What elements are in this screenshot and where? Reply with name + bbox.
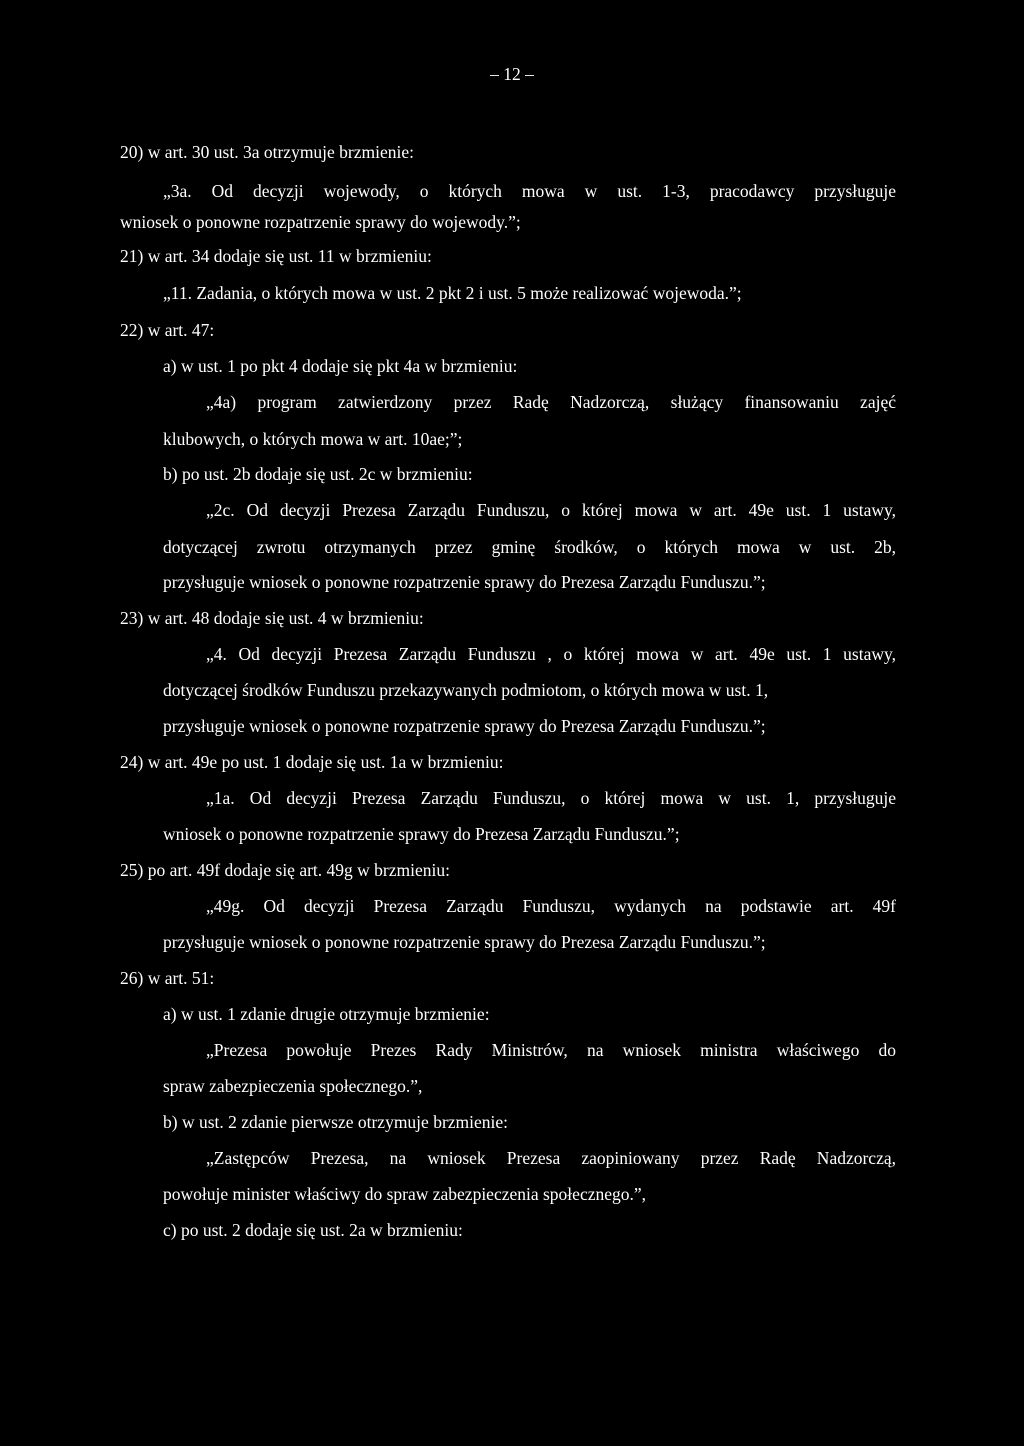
item-22-heading: 22) w art. 47: [120, 320, 215, 340]
item-24-heading: 24) w art. 49e po ust. 1 dodaje się ust. 1a w brzmieniu: [120, 752, 504, 772]
item-26a-text-line-1: „Prezesa powołuje Prezes Rady Ministrów, na wniosek ministra właściwego do [206, 1040, 896, 1060]
item-23-text-line-2: dotyczącej środków Funduszu przekazywanych podmiotom, o których mowa w ust. 1, [163, 680, 769, 700]
item-26c-heading: c) po ust. 2 dodaje się ust. 2a w brzmieniu: [163, 1220, 463, 1240]
page-number: – 12 – [490, 64, 534, 84]
item-26a-text-line-2: spraw zabezpieczenia społecznego.”, [163, 1076, 423, 1096]
item-25-text-line-2: przysługuje wniosek o ponowne rozpatrzenie sprawy do Prezesa Zarządu Funduszu.”; [163, 932, 766, 952]
item-21-heading: 21) w art. 34 dodaje się ust. 11 w brzmieniu: [120, 246, 432, 266]
item-26b-text-line-1: „Zastępców Prezesa, na wniosek Prezesa zaopiniowany przez Radę Nadzorczą, [206, 1148, 896, 1168]
item-26-heading: 26) w art. 51: [120, 968, 215, 988]
item-26b-heading: b) w ust. 2 zdanie pierwsze otrzymuje brzmienie: [163, 1112, 509, 1132]
item-26b-text-line-2: powołuje minister właściwy do spraw zabezpieczenia społecznego.”, [163, 1184, 647, 1204]
item-22b-text-line-2: dotyczącej zwrotu otrzymanych przez gminę środków, o których mowa w ust. 2b, [163, 537, 896, 557]
item-22a-text-line-2: klubowych, o których mowa w art. 10ae;”; [163, 429, 463, 449]
item-20-text-line-1: „3a. Od decyzji wojewody, o których mowa w ust. 1-3, pracodawcy przysługuje [163, 181, 896, 201]
item-22a-heading: a) w ust. 1 po pkt 4 dodaje się pkt 4a w brzmieniu: [163, 356, 518, 376]
item-20-heading: 20) w art. 30 ust. 3a otrzymuje brzmienie: [120, 142, 415, 162]
item-24-text-line-2: wniosek o ponowne rozpatrzenie sprawy do Prezesa Zarządu Funduszu.”; [163, 824, 680, 844]
item-24-text-line-1: „1a. Od decyzji Prezesa Zarządu Funduszu, o której mowa w ust. 1, przysługuje [206, 788, 896, 808]
item-22a-text-line-1: „4a) program zatwierdzony przez Radę Nadzorczą, służący finansowaniu zajęć [206, 392, 896, 412]
item-25-heading: 25) po art. 49f dodaje się art. 49g w brzmieniu: [120, 860, 450, 880]
item-20-text-line-2: wniosek o ponowne rozpatrzenie sprawy do wojewody.”; [120, 212, 521, 232]
item-22b-heading: b) po ust. 2b dodaje się ust. 2c w brzmieniu: [163, 464, 473, 484]
item-23-text-line-1: „4. Od decyzji Prezesa Zarządu Funduszu , o której mowa w art. 49e ust. 1 ustawy, [206, 644, 896, 664]
item-25-text-line-1: „49g. Od decyzji Prezesa Zarządu Funduszu, wydanych na podstawie art. 49f [206, 896, 896, 916]
item-23-heading: 23) w art. 48 dodaje się ust. 4 w brzmieniu: [120, 608, 424, 628]
item-21-text: „11. Zadania, o których mowa w ust. 2 pkt 2 i ust. 5 może realizować wojewoda.”; [163, 283, 742, 303]
item-26a-heading: a) w ust. 1 zdanie drugie otrzymuje brzmienie: [163, 1004, 490, 1024]
item-22b-text-line-1: „2c. Od decyzji Prezesa Zarządu Funduszu, o której mowa w art. 49e ust. 1 ustawy, [206, 500, 896, 520]
item-23-text-line-3: przysługuje wniosek o ponowne rozpatrzenie sprawy do Prezesa Zarządu Funduszu.”; [163, 716, 766, 736]
item-22b-text-line-3: przysługuje wniosek o ponowne rozpatrzenie sprawy do Prezesa Zarządu Funduszu.”; [163, 572, 766, 592]
